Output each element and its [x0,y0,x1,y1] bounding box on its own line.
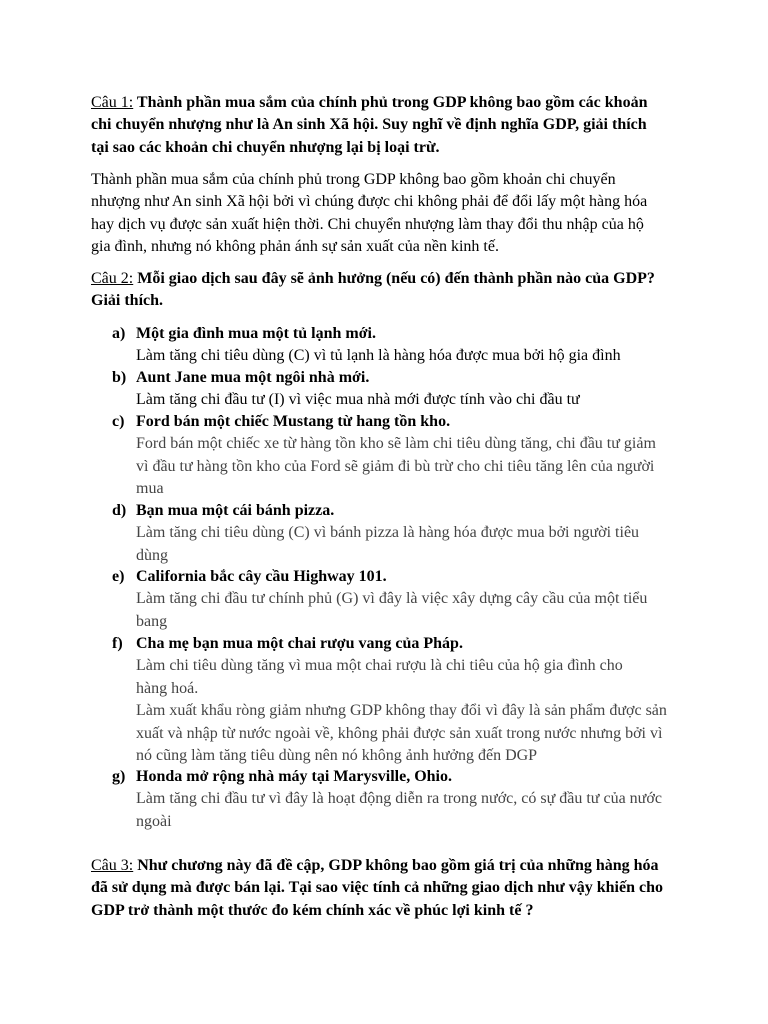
list-marker: e) [112,568,125,585]
question-1-line-3: tại sao các khoản chi chuyển nhượng lại bị loại trừ. [91,138,440,156]
question-1-line-1: Câu 1: Thành phần mua sắm của chính phủ trong GDP không bao gồm các khoản [91,94,648,111]
question-3-line-3: GDP trở thành một thước đo kém chính xác về phúc lợi kinh tế ? [91,901,534,919]
item-title: Một gia đình mua một tủ lạnh mới. [136,325,376,342]
question-3 [91,855,691,922]
item-answer: Làm chi tiêu dùng tăng vì mua một chai rượu là chi tiêu của hộ gia đình cho [136,657,623,675]
question-1 [91,92,691,159]
question-3-line-1: Câu 3: Như chương này đã đề cập, GDP không bao gồm giá trị của những hàng hóa [91,857,659,874]
answer-1-line-1: Thành phần mua sắm của chính phủ trong GDP không bao gồm khoản chi chuyển [91,171,616,188]
item-answer: Làm xuất khẩu ròng giảm nhưng GDP không thay đổi vì đây là sản phẩm được sản [136,702,667,720]
list-marker: b) [112,369,127,386]
list-marker: f) [112,635,123,652]
question-2 [91,268,691,313]
item-title: Aunt Jane mua một ngôi nhà mới. [136,369,370,386]
question-2-label: Câu 2: [91,270,134,287]
item-answer: Làm tăng chi tiêu dùng (C) vì bánh pizza là hàng hóa được mua bởi người tiêu [136,524,640,542]
list-marker: g) [112,768,126,785]
item-answer: Làm tăng chi đầu tư chính phủ (G) vì đây là việc xây dựng cây cầu của một tiểu [136,590,648,608]
item-answer: bang [136,612,168,630]
question-2-line-2: Giải thích. [91,292,164,310]
question-2-line-1: Câu 2: Mỗi giao dịch sau đây sẽ ảnh hưởng (nếu có) đến thành phần nào của GDP? [91,270,655,287]
list-marker: d) [112,502,127,519]
item-answer: ngoài [136,812,172,830]
item-answer: xuất và nhập từ nước ngoài về, không phải được sản xuất trong nước nhưng bởi vì [136,724,663,742]
item-title: Bạn mua một cái bánh pizza. [136,502,335,519]
answer-1 [91,169,691,259]
item-title: Honda mở rộng nhà máy tại Marysville, Ohio. [136,768,452,785]
item-title: California bắc cây cầu Highway 101. [136,568,387,585]
question-3-line-2: đã sử dụng mà được bán lại. Tại sao việc tính cả những giao dịch như vậy khiến cho [91,879,663,897]
item-answer: Làm tăng chi đầu tư vì đây là hoạt động diễn ra trong nước, có sự đầu tư của nước [136,790,662,808]
answer-1-line-2: nhượng như An sinh Xã hội bởi vì chúng được chi không phải để đổi lấy một hàng hóa [91,193,648,211]
item-answer: Làm tăng chi tiêu dùng (C) vì tủ lạnh là hàng hóa được mua bởi hộ gia đình [136,347,621,365]
item-answer: vì đầu tư hàng tồn kho của Ford sẽ giảm đi bù trừ cho chi tiêu tăng lên của người [136,457,655,475]
list-marker: a) [112,325,126,342]
item-answer: Ford bán một chiếc xe từ hàng tồn kho sẽ làm chi tiêu dùng tăng, chi đầu tư giảm [136,435,656,453]
item-answer: dùng [136,546,168,564]
item-title: Cha mẹ bạn mua một chai rượu vang của Pháp. [136,635,463,652]
item-answer: hàng hoá. [136,679,199,697]
item-title: Ford bán một chiếc Mustang từ hang tồn kho. [136,413,451,430]
answer-1-line-4: gia đình, nhưng nó không phản ánh sự sản xuất của nền kinh tế. [91,238,499,256]
answer-1-line-3: hay dịch vụ được sản xuất hiện thời. Chi chuyển nhượng làm thay đổi thu nhập của hộ [91,215,644,233]
item-answer: nó cũng làm tăng tiêu dùng nên nó không ảnh hưởng đến DGP [136,747,538,765]
item-answer: Làm tăng chi đầu tư (I) vì việc mua nhà mới được tính vào chi đầu tư [136,391,580,409]
question-1-line-2: chi chuyển nhượng như là An sinh Xã hội. Suy nghĩ về định nghĩa GDP, giải thích [91,116,647,134]
question-1-label: Câu 1: [91,94,134,111]
list-marker: c) [112,413,125,430]
item-answer: mua [136,480,164,498]
question-3-label: Câu 3: [91,857,134,874]
